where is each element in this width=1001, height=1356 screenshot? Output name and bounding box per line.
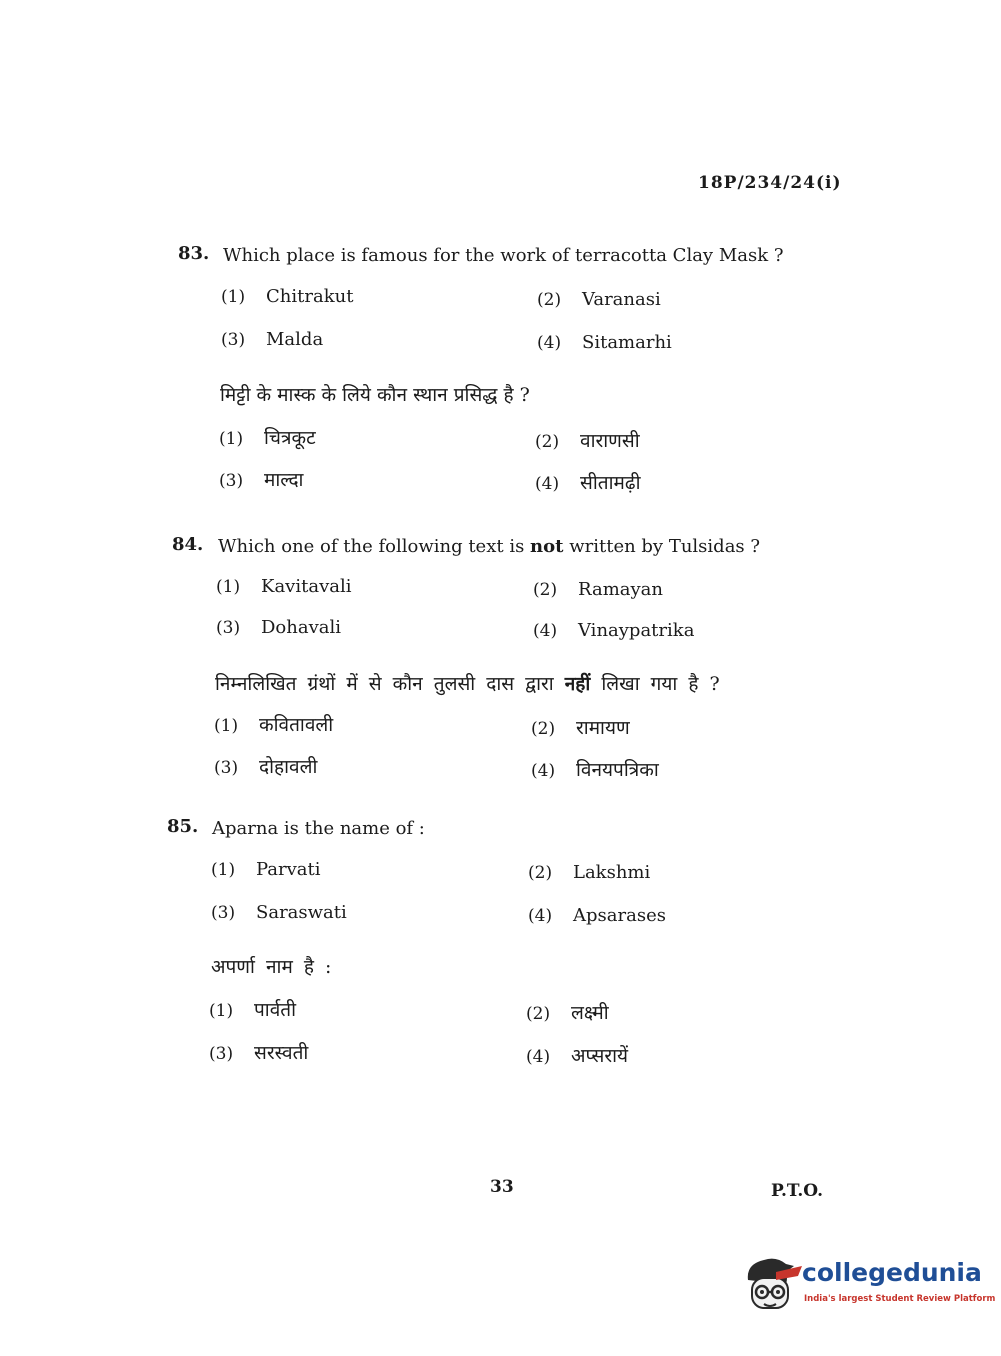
option-text: वाराणसी xyxy=(580,430,640,452)
option-number: (2) xyxy=(531,719,556,739)
question-text-start: Which one of the following text is xyxy=(218,536,525,557)
option-4 xyxy=(533,620,694,641)
option-number: (1) xyxy=(219,429,244,449)
question-text: Which place is famous for the work of terracotta Clay Mask ? xyxy=(223,245,784,266)
option-number: (2) xyxy=(528,863,553,883)
option-2 xyxy=(537,289,661,310)
option-number: (1) xyxy=(221,287,246,307)
option-2 xyxy=(533,579,663,600)
option-3 xyxy=(221,329,323,350)
hindi-option-1 xyxy=(214,711,333,737)
option-text: दोहावली xyxy=(259,756,318,778)
option-number: (2) xyxy=(526,1004,551,1024)
hindi-text-end: लिखा गया है ? xyxy=(601,673,720,695)
hindi-question-text: अपर्णा नाम है : xyxy=(211,956,332,978)
hindi-option-4 xyxy=(531,756,659,782)
option-number: (3) xyxy=(219,471,244,491)
page-number: 33 xyxy=(490,1177,514,1197)
option-number: (2) xyxy=(535,432,560,452)
option-3 xyxy=(216,617,341,638)
question-number: 83. xyxy=(178,243,210,264)
option-text: पार्वती xyxy=(254,999,297,1021)
brand-tagline: India's largest Student Review Platform xyxy=(804,1294,996,1304)
option-number: (4) xyxy=(531,761,556,781)
option-number: (3) xyxy=(216,618,241,638)
question-number: 85. xyxy=(167,816,199,837)
option-number: (3) xyxy=(214,758,239,778)
option-1 xyxy=(221,286,353,307)
option-number: (1) xyxy=(211,860,236,880)
option-text: Sitamarhi xyxy=(582,332,672,353)
option-text: Kavitavali xyxy=(261,576,352,597)
option-2 xyxy=(528,862,650,883)
option-number: (2) xyxy=(537,290,562,310)
option-text: विनयपत्रिका xyxy=(576,759,659,781)
option-number: (3) xyxy=(209,1044,234,1064)
option-text: चित्रकूट xyxy=(264,427,316,449)
option-1 xyxy=(211,859,321,880)
paper-code: 18P/234/24(i) xyxy=(698,173,842,193)
option-number: (1) xyxy=(216,577,241,597)
option-text: Parvati xyxy=(256,859,321,880)
option-number: (4) xyxy=(526,1047,551,1067)
option-text: माल्दा xyxy=(264,469,304,491)
option-number: (4) xyxy=(537,333,562,353)
hindi-option-2 xyxy=(535,427,640,453)
option-number: (2) xyxy=(533,580,558,600)
question-number: 84. xyxy=(172,534,204,555)
option-text: सरस्वती xyxy=(254,1042,309,1064)
option-4 xyxy=(537,332,672,353)
question-text-emphasis: not xyxy=(530,536,564,557)
option-number: (4) xyxy=(533,621,558,641)
option-number: (4) xyxy=(535,474,560,494)
mascot-icon xyxy=(742,1254,806,1318)
pto-label: P.T.O. xyxy=(771,1181,823,1201)
option-text: लक्ष्मी xyxy=(571,1002,609,1024)
hindi-option-2 xyxy=(526,999,609,1025)
option-text: सीतामढ़ी xyxy=(580,472,641,494)
hindi-option-2 xyxy=(531,714,630,740)
question-text-end: written by Tulsidas ? xyxy=(569,536,761,557)
option-text: Lakshmi xyxy=(573,862,651,883)
brand-name: collegedunia xyxy=(802,1258,982,1287)
option-text: अप्सरायें xyxy=(571,1045,629,1067)
hindi-option-3 xyxy=(209,1039,308,1065)
hindi-option-4 xyxy=(526,1042,628,1068)
hindi-option-3 xyxy=(219,466,303,492)
option-text: रामायण xyxy=(576,717,630,739)
option-text: Apsarases xyxy=(573,905,666,926)
option-text: Ramayan xyxy=(578,579,663,600)
hindi-option-3 xyxy=(214,753,317,779)
option-text: Vinaypatrika xyxy=(578,620,695,641)
question-text: Aparna is the name of : xyxy=(212,818,425,839)
option-number: (3) xyxy=(221,330,246,350)
hindi-option-4 xyxy=(535,469,641,495)
hindi-text-start: निम्नलिखित ग्रंथों में से कौन तुलसी दास द्वारा xyxy=(215,673,554,695)
option-text: Malda xyxy=(266,329,324,350)
option-text: Varanasi xyxy=(582,289,661,310)
hindi-question-text xyxy=(215,670,720,696)
option-number: (1) xyxy=(214,716,239,736)
option-text: कवितावली xyxy=(259,714,334,736)
option-number: (1) xyxy=(209,1001,234,1021)
option-text: Dohavali xyxy=(261,617,342,638)
option-text: Saraswati xyxy=(256,902,347,923)
option-text: Chitrakut xyxy=(266,286,354,307)
hindi-option-1 xyxy=(209,996,296,1022)
question-text xyxy=(218,536,760,557)
collegedunia-watermark xyxy=(742,1254,996,1324)
hindi-question-text: मिट्टी के मास्क के लिये कौन स्थान प्रसिद्ध है ? xyxy=(220,384,530,406)
hindi-option-1 xyxy=(219,424,316,450)
option-1 xyxy=(216,576,351,597)
option-3 xyxy=(211,902,347,923)
option-4 xyxy=(528,905,666,926)
option-number: (4) xyxy=(528,906,553,926)
option-number: (3) xyxy=(211,903,236,923)
hindi-text-emphasis: नहीं xyxy=(564,673,591,695)
